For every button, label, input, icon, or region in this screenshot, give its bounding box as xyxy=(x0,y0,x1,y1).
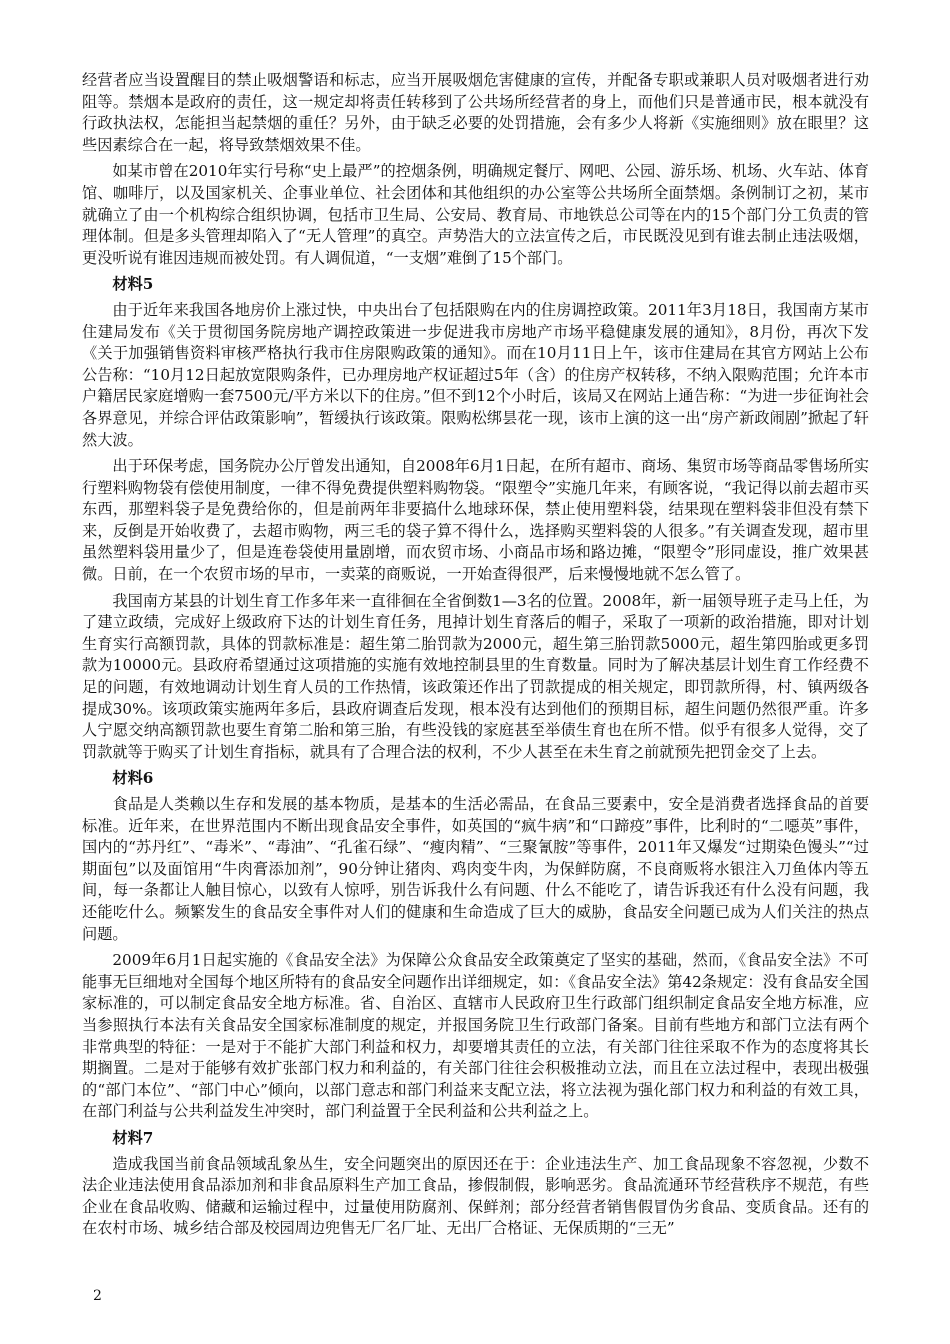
page-number: 2 xyxy=(93,1288,102,1304)
paragraph-food-industry-causes: 造成我国当前食品领域乱象丛生，安全问题突出的原因还在于：企业违法生产、加工食品现象不容忽视，少数不法企业违法使用食品添加剂和非食品原料生产加工食品，掺假制假，影响恶劣。食品流通环节经营秩序不规范，有些企业在食品收购、储藏和运输过程中，过量使用防腐剂、保鲜剂；部分经营者销售假冒伪劣食品、变质食品。还有的在农村市场、城乡结合部及校园周边兜售无厂名厂址、无出厂合格证、无保质期的“三无” xyxy=(82,1154,869,1238)
heading-material-5: 材料5 xyxy=(112,275,154,294)
heading-material-6: 材料6 xyxy=(112,769,154,788)
paragraph-smoking-regulation: 如某市曾在2010年实行号称“史上最严”的控烟条例，明确规定餐厅、网吧、公园、游乐场、机场、火车站、体育馆、咖啡厅，以及国家机关、企事业单位、社会团体和其他组织的办公室等公共场所全面禁烟。条例制订之初，某市就确立了由一个机构综合组织协调，包括市卫生局、公安局、教育局、市地铁总公司等在内的15个部门分工负责的管理体制。但是多头管理却陷入了“无人管理”的真空。声势浩大的立法宣传之后，市民既没见到有谁去制止违法吸烟，更没听说有谁因违规而被处罚。有人调侃道，“一支烟”难倒了15个部门。 xyxy=(82,162,869,267)
heading-material-7: 材料7 xyxy=(112,1128,154,1147)
paragraph-housing-policy: 由于近年来我国各地房价上涨过快，中央出台了包括限购在内的住房调控政策。2011年3月18日，我国南方某市住建局发布《关于贯彻国务院房地产调控政策进一步促进我市房地产市场平稳健康发展的通知》，8月份，再次下发《关于加强销售资料审核严格执行我市住房限购政策的通知》。而在10月11日上午，该市住建局在其官方网站上公布公告称：“10月12日起放宽限购条件，已办理房地产权证超过5年（含）的住房产权转移，不纳入限购范围；允许本市户籍居民家庭增购一套7500元/平方米以下的住房。”但不到12个小时后，该局又在网站上通告称：“为进一步征询社会各界意见，并综合评估政策影响”，暂缓执行该政策。限购松绑昙花一现，该市上演的这一出“房产新政闹剧”掀起了轩然大波。 xyxy=(82,300,869,449)
paragraph-food-safety-events: 食品是人类赖以生存和发展的基本物质，是基本的生活必需品，在食品三要素中，安全是消费者选择食品的首要标准。近年来，在世界范围内不断出现食品安全事件，如英国的“疯牛病”和“口蹄疫”事件，比利时的“二噁英”事件，国内的“苏丹红”、“毒米”、“毒油”、“孔雀石绿”、“瘦肉精”、“三聚氰胺”等事件，2011年又爆发“过期染色馒头”“过期面包”以及面馆用“牛肉膏添加剂”，90分钟让猪肉、鸡肉变牛肉，为保鲜防腐，不良商贩将水银注入刀鱼体内等五间，每一条都让人触目惊心，以致有人惊呼，别告诉我什么有问题、什么不能吃了，请告诉我还有什么没有问题，我还能吃什么。频繁发生的食品安全事件对人们的健康和生命造成了巨大的威胁，食品安全问题已成为人们关注的热点问题。 xyxy=(82,795,869,943)
paragraph-family-planning: 我国南方某县的计划生育工作多年来一直徘徊在全省倒数1—3名的位置。2008年，新一届领导班子走马上任，为了建立政绩，完成好上级政府下达的计划生育任务，甩掉计划生育落后的帽子，采取了一项新的政治措施，即对计划生育实行高额罚款，具体的罚款标准是：超生第二胎罚款为2000元，超生第三胎罚款5000元，超生第四胎或更多罚款为10000元。县政府希望通过这项措施的实施有效地控制县里的生育数量。同时为了解决基层计划生育工作经费不足的问题，有效地调动计划生育人员的工作热情，该政策还作出了罚款提成的相关规定，即罚款所得，村、镇两级各提成30%。该项政策实施两年多后，县政府调查后发现，根本没有达到他们的预期目标，超生问题仍然很严重。许多人宁愿交纳高额罚款也要生育第二胎和第三胎，有些没钱的家庭甚至举债生育也在所不惜。似乎有很多人觉得，交了罚款就等于购买了计划生育指标，就具有了合理合法的权利，不少人甚至在未生育之前就预先把罚金交了上去。 xyxy=(82,591,869,761)
document-page xyxy=(82,70,869,1245)
paragraph-plastic-bag-policy: 出于环保考虑，国务院办公厅曾发出通知，自2008年6月1日起，在所有超市、商场、集贸市场等商品零售场所实行塑料购物袋有偿使用制度，一律不得免费提供塑料购物袋。“限塑令”实施几年来，有顾客说，“我记得以前去超市买东西，那塑料袋子是免费给你的，但是前两年非要搞什么地球环保，禁止使用塑料袋，结果现在塑料袋非但没有禁下来，反倒是开始收费了，去超市购物，两三毛的袋子算不得什么，选择购买塑料袋的人很多。”有关调查发现，超市里虽然塑料袋用量少了，但是连卷袋使用量剧增，而农贸市场、小商品市场和路边摊，“限塑令”形同虚设，推广效果甚微。日前，在一个农贸市场的早市，一卖菜的商贩说，一开始查得很严，后来慢慢地就不怎么管了。 xyxy=(82,457,869,584)
paragraph-food-safety-law: 2009年6月1日起实施的《食品安全法》为保障公众食品安全政策奠定了坚实的基础，然而，《食品安全法》不可能事无巨细地对全国每个地区所特有的食品安全问题作出详细规定，如：《食品安全法》第42条规定：没有食品安全国家标准的，可以制定食品安全地方标准。省、自治区、直辖市人民政府卫生行政部门组织制定食品安全地方标准，应当参照执行本法有关食品安全国家标准制度的规定，并报国务院卫生行政部门备案。目前有些地方和部门立法有两个非常典型的特征：一是对于不能扩大部门利益和权力，却要增其责任的立法，有关部门往往采取不作为的态度将其长期搁置。二是对于能够有效扩张部门权力和利益的，有关部门往往会积极推动立法，而且在立法过程中，表现出极强的“部门本位”、“部门中心”倾向，以部门意志和部门利益来支配立法，将立法视为强化部门权力和利益的有效工具，在部门利益与公共利益发生冲突时，部门利益置于全民利益和公共利益之上。 xyxy=(82,951,869,1121)
paragraph-continued: 经营者应当设置醒目的禁止吸烟警语和标志，应当开展吸烟危害健康的宣传，并配备专职或兼职人员对吸烟者进行劝阻等。禁烟本是政府的责任，这一规定却将责任转移到了公共场所经营者的身上，而他们只是普通市民，根本就没有行政执法权，怎能担当起禁烟的重任？另外，由于缺乏必要的处罚措施，会有多少人将新《实施细则》放在眼里？这些因素综合在一起，将导致禁烟效果不佳。 xyxy=(82,71,869,154)
